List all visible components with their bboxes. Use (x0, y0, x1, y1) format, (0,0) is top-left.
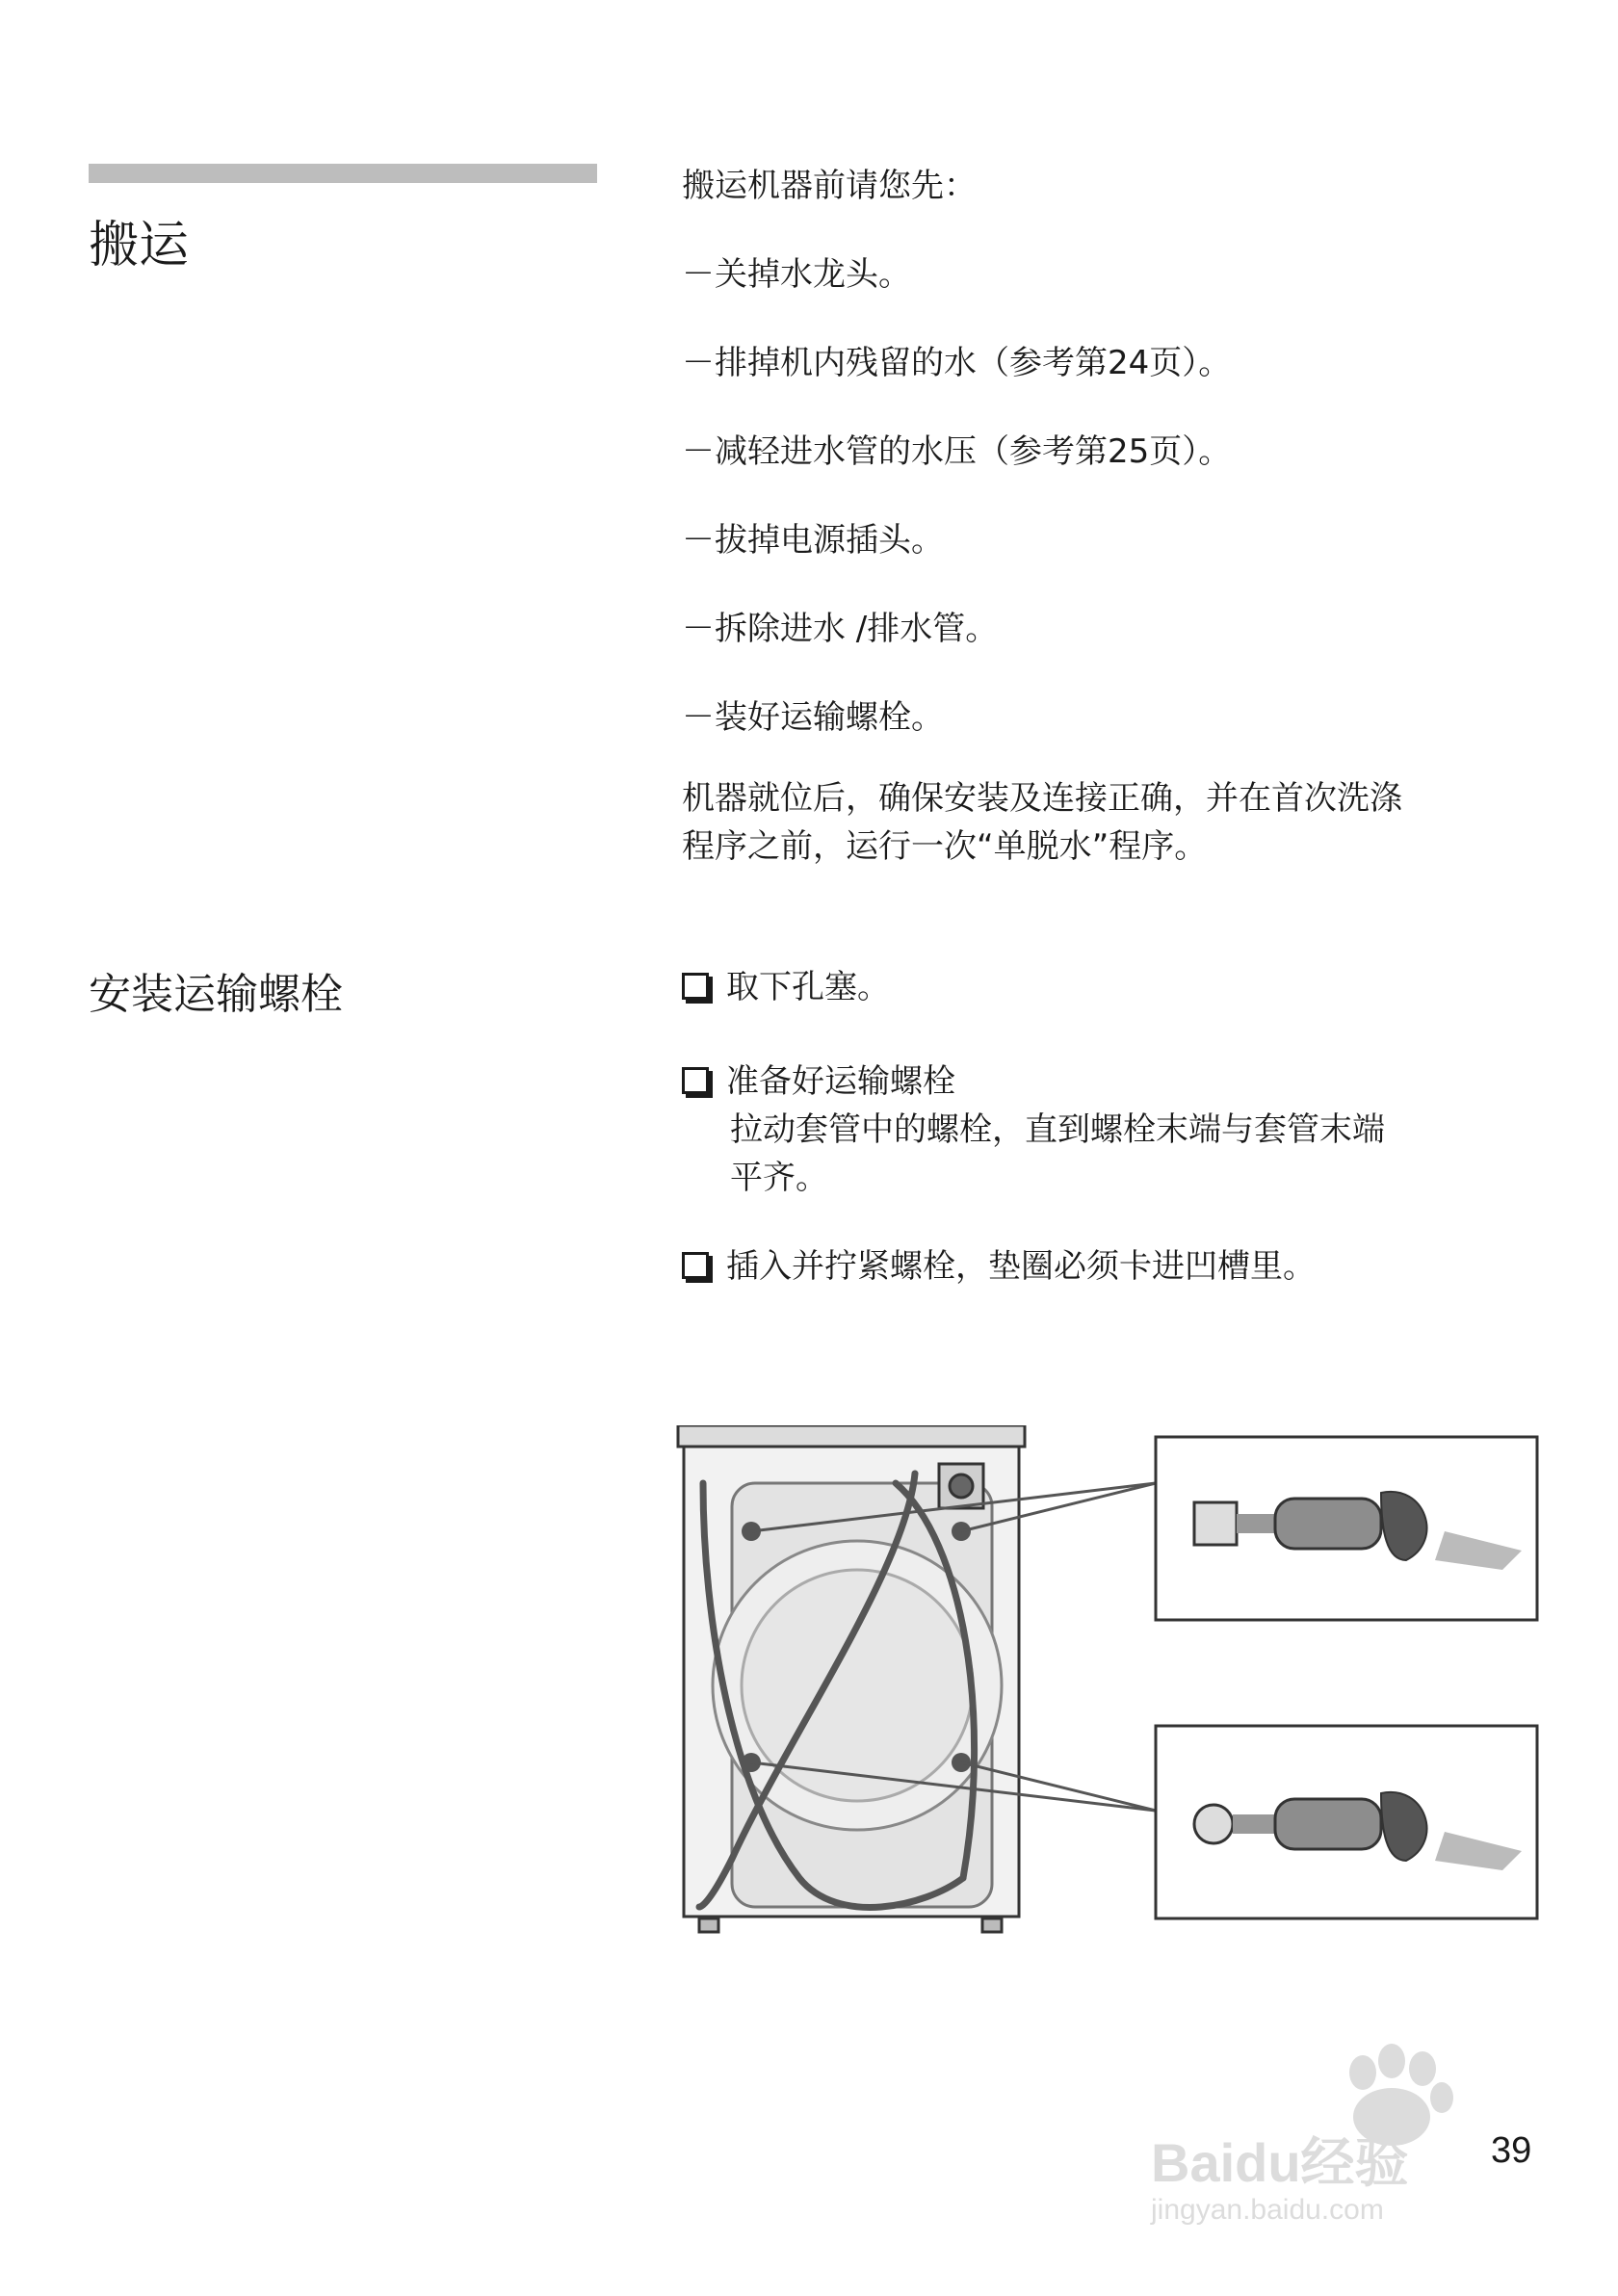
checklist-subtext: 拉动套管中的螺栓，直到螺栓末端与套管末端 (730, 1110, 1385, 1149)
step-item: －关掉水龙头。 (682, 255, 911, 294)
checklist-item (682, 1057, 1549, 1202)
watermark-url: jingyan.baidu.com (1151, 2194, 1384, 2226)
checklist-text: 插入并拧紧螺栓，垫圈必须卡进凹槽里。 (726, 1247, 1316, 1286)
bolt-detail-top (1156, 1437, 1537, 1620)
note-line: 程序之前，运行一次“单脱水”程序。 (682, 827, 1208, 866)
step-item: －装好运输螺栓。 (682, 698, 944, 737)
checklist-item (682, 1242, 1549, 1291)
transport-bolt-illustration (674, 1425, 1541, 1936)
checklist-text: 取下孔塞。 (726, 968, 890, 1006)
watermark-brand: Baidu经验 (1151, 2132, 1409, 2193)
page-number: 39 (1491, 2130, 1532, 2171)
checkbox-icon (682, 973, 709, 1000)
checkbox-icon (682, 1067, 709, 1094)
step-item: －拆除进水 /排水管。 (682, 610, 999, 648)
bolt-detail-bottom (1156, 1726, 1537, 1918)
baidu-watermark (1151, 2042, 1536, 2234)
note-text (682, 774, 1549, 871)
bolts-title: 安装运输螺栓 (89, 970, 343, 1019)
section-title: 搬运 (89, 217, 190, 274)
step-item: －减轻进水管的水压（参考第25页）。 (682, 432, 1232, 471)
section-rule (89, 164, 597, 183)
checklist-text: 准备好运输螺栓 (726, 1062, 955, 1101)
checkbox-icon (682, 1252, 709, 1279)
note-line: 机器就位后，确保安装及连接正确，并在首次洗涤 (682, 779, 1402, 818)
step-item: －拔掉电源插头。 (682, 521, 944, 560)
step-item: －排掉机内残留的水（参考第24页）。 (682, 344, 1232, 382)
checklist-subtext: 平齐。 (730, 1159, 828, 1197)
checklist-item (682, 963, 1549, 1011)
intro-text: 搬运机器前请您先： (682, 167, 977, 205)
